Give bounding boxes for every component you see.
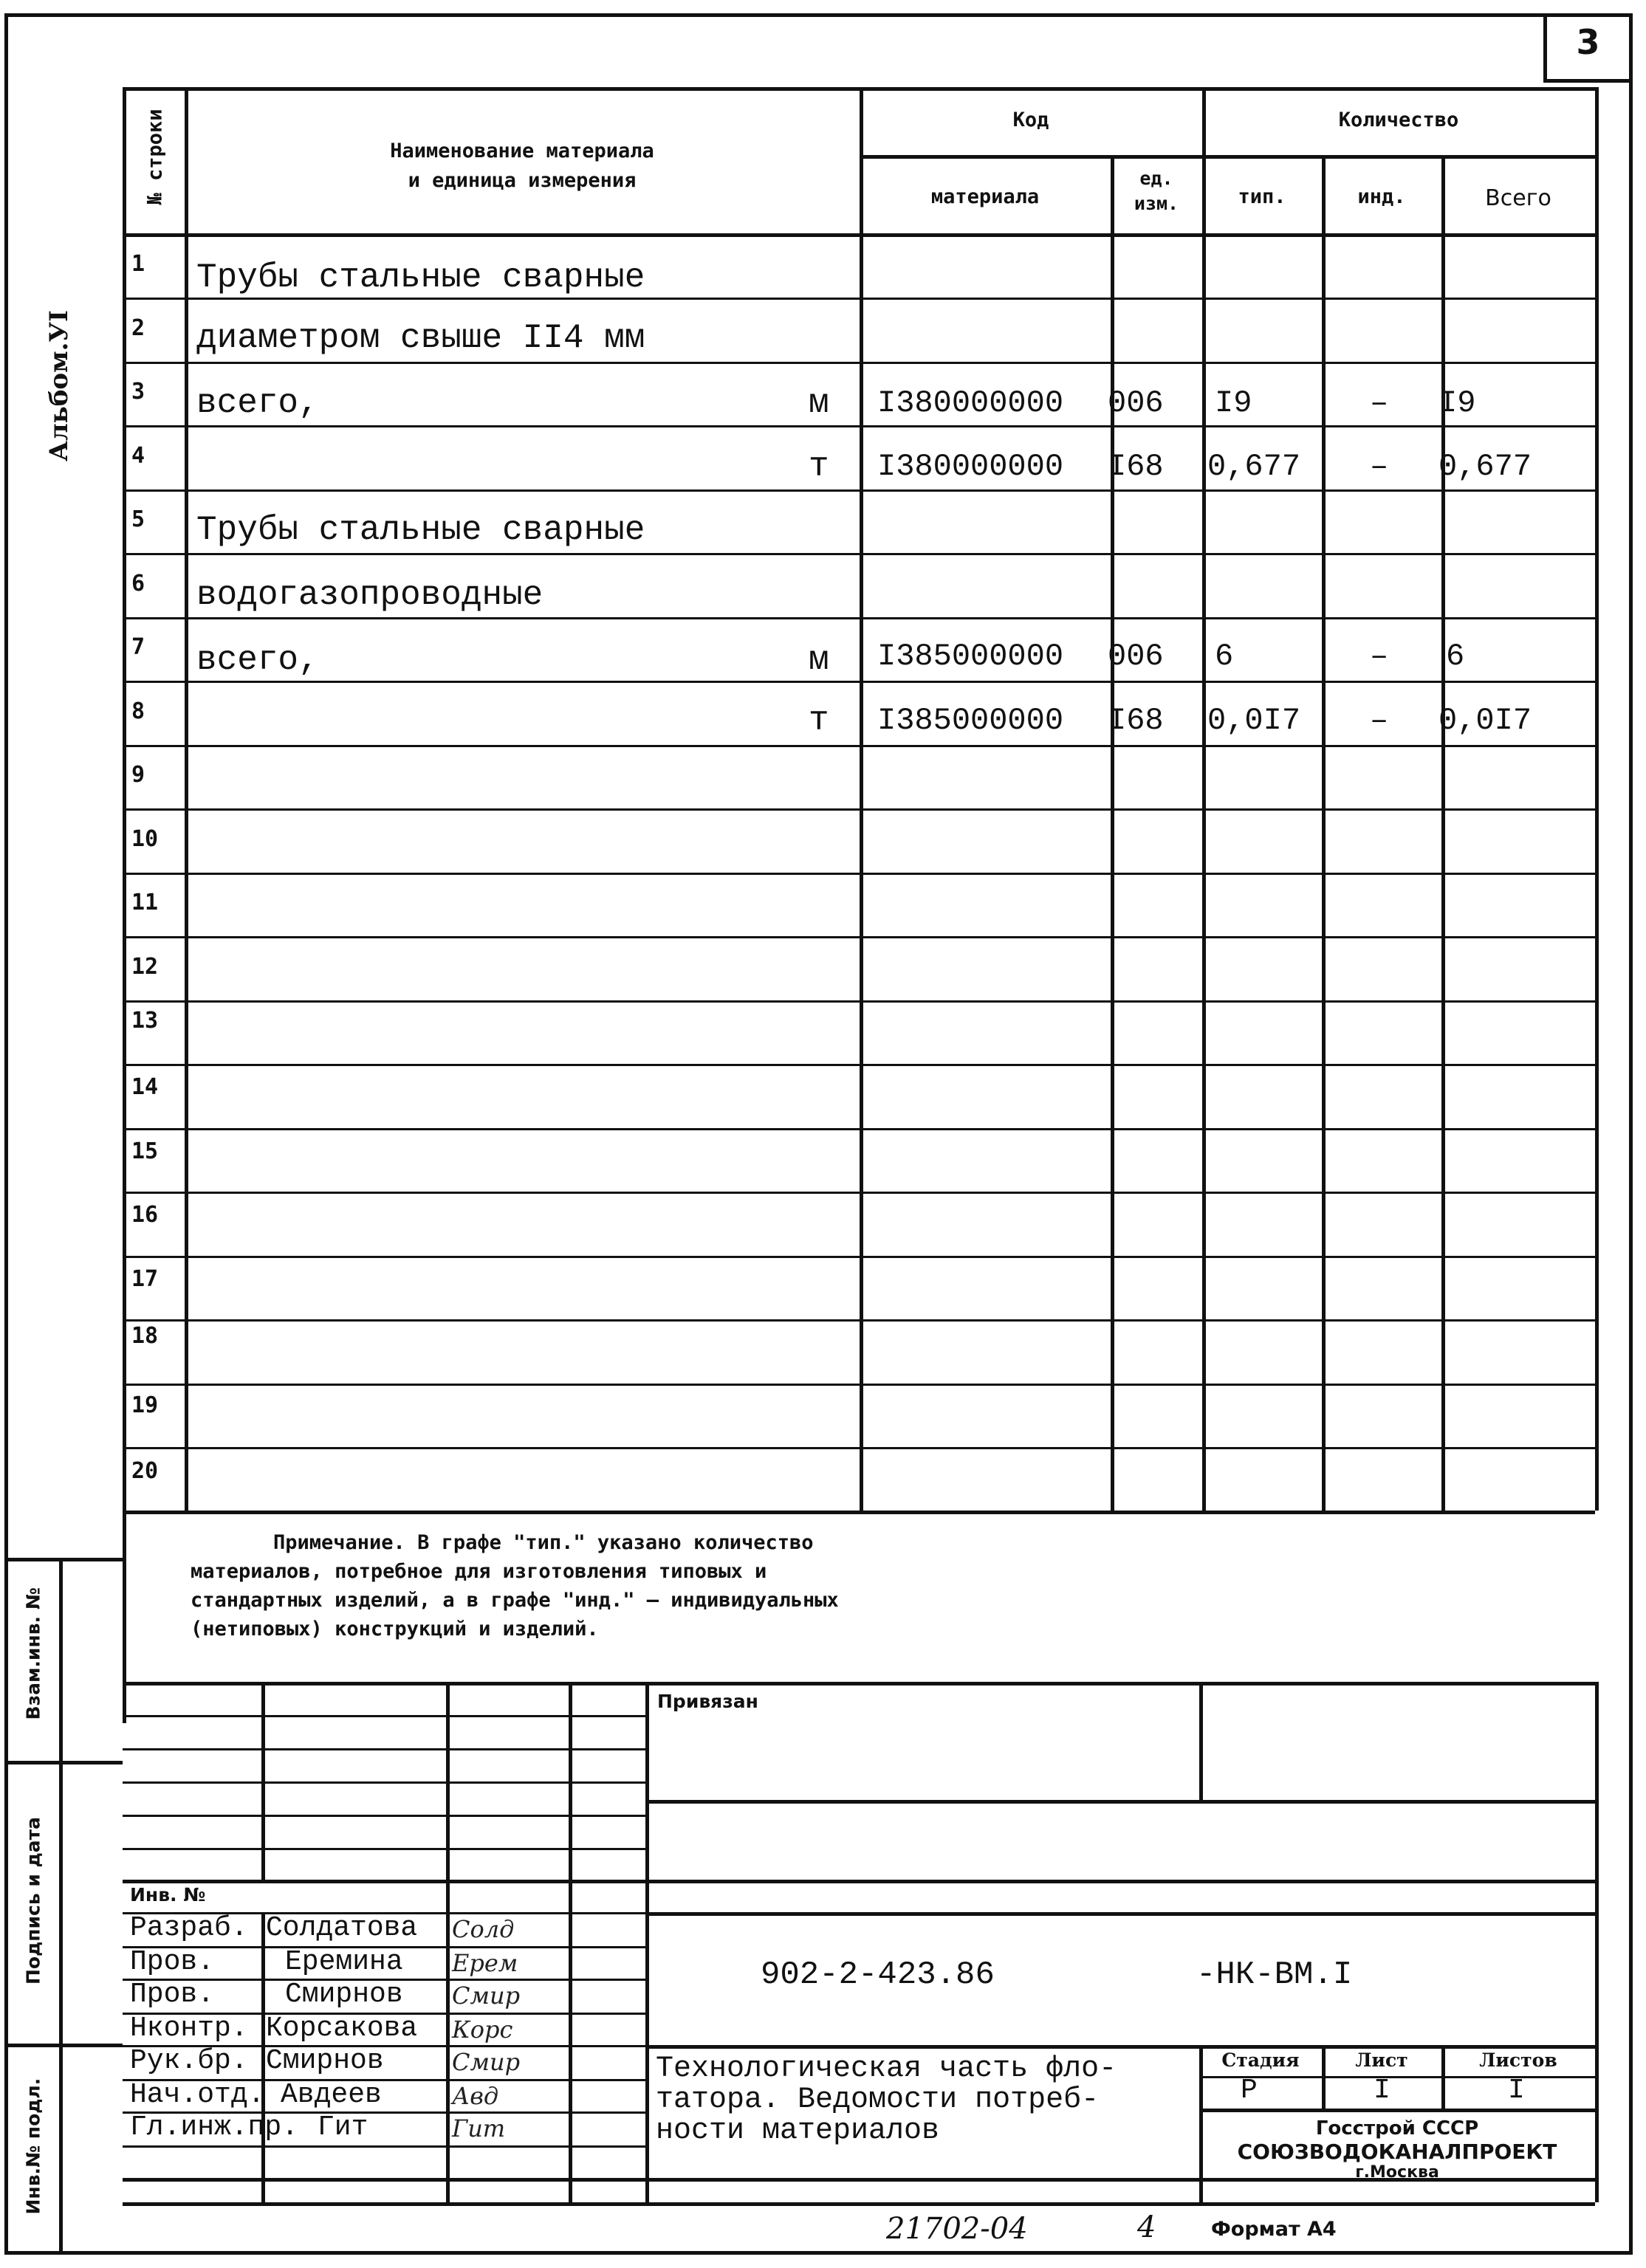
- row-name: всего,: [196, 384, 319, 422]
- signature: Смир: [452, 2048, 521, 2076]
- person-name: Гит: [318, 2111, 368, 2143]
- row-number: 2: [131, 315, 145, 341]
- inv-no-label: Инв. №: [130, 1884, 206, 1906]
- privyazan-label: Привязан: [657, 1691, 758, 1712]
- stage-value: Р: [1241, 2075, 1258, 2106]
- row-unit: м: [809, 641, 829, 679]
- note-line: материалов, потребное для изготовления типовых и: [191, 1560, 767, 1583]
- doc-title-line: ности материалов: [656, 2114, 940, 2148]
- header-code: Код: [1012, 109, 1049, 131]
- row-code: I380000000: [877, 449, 1064, 484]
- header-qty-typ: тип.: [1238, 185, 1286, 208]
- designation-right: -НК-ВМ.I: [1196, 1956, 1353, 1993]
- sheets-label: Листов: [1479, 2049, 1557, 2071]
- note-line: Примечание. В графе "тип." указано количество: [273, 1531, 814, 1554]
- header-quantity: Количество: [1338, 109, 1459, 131]
- footer-number: 21702-04: [886, 2212, 1028, 2246]
- doc-title-line: Технологическая часть фло-: [656, 2052, 1117, 2086]
- row-number: 13: [131, 1008, 159, 1034]
- signature: Корс: [452, 2016, 513, 2044]
- row-qty-total: 0,0I7: [1438, 703, 1532, 738]
- row-number: 20: [131, 1458, 159, 1484]
- row-qty-ind: –: [1370, 703, 1389, 738]
- person-name: Еремина: [285, 1946, 403, 1978]
- person-name: Смирнов: [285, 1979, 403, 2010]
- role: Пров.: [130, 1946, 215, 1978]
- row-code: I380000000: [877, 385, 1064, 421]
- org-line-1: Госстрой СССР: [1315, 2117, 1479, 2140]
- row-number: 8: [131, 698, 145, 724]
- header-qty-ind: инд.: [1357, 185, 1406, 208]
- side-label-vzam: Взам.инв. №: [22, 1587, 44, 1720]
- row-name: Трубы стальные сварные: [196, 258, 645, 297]
- org-line-2: СОЮЗВОДОКАНАЛПРОЕКТ: [1237, 2140, 1557, 2164]
- row-qty-total: 6: [1446, 639, 1465, 674]
- role: Гл.инж.пр.: [130, 2111, 299, 2143]
- page-number: 3: [1576, 22, 1600, 62]
- row-name: всего,: [196, 641, 319, 679]
- header-code-material: материала: [930, 185, 1040, 208]
- row-unit: м: [809, 384, 829, 422]
- row-number: 10: [131, 826, 159, 852]
- person-name: Смирнов: [266, 2045, 384, 2077]
- row-name: диаметром свыше II4 мм: [196, 319, 645, 357]
- header-row-number: № строки: [143, 109, 167, 205]
- row-unit: т: [809, 701, 829, 740]
- row-name: водогазопроводные: [196, 576, 543, 614]
- stage-label: Стадия: [1221, 2049, 1300, 2071]
- header-code-unit-line2: изм.: [1134, 193, 1179, 214]
- signature: Авд: [452, 2082, 499, 2110]
- row-number: 5: [131, 506, 145, 532]
- row-number: 12: [131, 954, 159, 980]
- row-number: 18: [131, 1323, 159, 1349]
- row-number: 19: [131, 1392, 159, 1418]
- row-number: 3: [131, 379, 145, 405]
- role: Рук.бр.: [130, 2045, 248, 2077]
- row-qty-ind: –: [1370, 385, 1389, 421]
- row-unit-code: I68: [1108, 703, 1164, 738]
- header-name-line2: и единица измерения: [408, 169, 637, 192]
- signature: Гит: [452, 2114, 506, 2142]
- row-qty-typ: 6: [1215, 639, 1234, 674]
- row-name: Трубы стальные сварные: [196, 511, 645, 549]
- signature: Смир: [452, 1982, 521, 2010]
- row-code: I385000000: [877, 639, 1064, 674]
- row-qty-ind: –: [1370, 639, 1389, 674]
- row-number: 7: [131, 634, 145, 660]
- sheets-value: I: [1508, 2075, 1525, 2106]
- note-line: стандартных изделий, а в графе "инд." – индивидуальных: [191, 1589, 839, 1612]
- role: Разраб.: [130, 1912, 248, 1944]
- row-unit: т: [809, 447, 829, 486]
- footer-format: Формат А4: [1211, 2218, 1337, 2241]
- org-line-3: г.Москва: [1355, 2163, 1439, 2182]
- sheet-value: I: [1374, 2075, 1390, 2106]
- row-number: 4: [131, 443, 145, 469]
- row-unit-code: I68: [1108, 449, 1164, 484]
- person-name: Солдатова: [266, 1912, 418, 1944]
- row-number: 11: [131, 890, 159, 915]
- role: Нконтр.: [130, 2013, 248, 2044]
- row-number: 14: [131, 1074, 159, 1100]
- row-number: 17: [131, 1266, 159, 1292]
- header-name-line1: Наименование материала: [390, 140, 654, 162]
- designation-left: 902-2-423.86: [761, 1956, 995, 1993]
- side-label-inv-podl: Инв.№ подл.: [22, 2078, 44, 2215]
- row-number: 9: [131, 762, 145, 788]
- row-qty-typ: 0,677: [1207, 449, 1301, 484]
- signature: Солд: [452, 1915, 515, 1943]
- row-qty-total: I9: [1438, 385, 1476, 421]
- person-name: Авдеев: [281, 2079, 382, 2111]
- row-number: 6: [131, 571, 145, 597]
- doc-title-line: татора. Ведомости потреб-: [656, 2083, 1100, 2117]
- row-code: I385000000: [877, 703, 1064, 738]
- album-label: Альбом.УI: [44, 310, 74, 461]
- row-number: 15: [131, 1138, 159, 1164]
- person-name: Корсакова: [266, 2013, 418, 2044]
- side-label-podpis: Подпись и дата: [22, 1816, 44, 1985]
- row-unit-code: 006: [1108, 639, 1164, 674]
- footer-page: 4: [1137, 2210, 1156, 2244]
- note-line: (нетиповых) конструкций и изделий.: [191, 1618, 599, 1640]
- row-qty-total: 0,677: [1438, 449, 1532, 484]
- header-qty-total: Всего: [1485, 185, 1551, 211]
- row-number: 1: [131, 251, 145, 277]
- sheet-label: Лист: [1355, 2049, 1408, 2071]
- role: Пров.: [130, 1979, 215, 2010]
- header-code-unit-line1: ед.: [1139, 168, 1173, 189]
- row-number: 16: [131, 1202, 159, 1228]
- signature: Ерем: [452, 1949, 518, 1977]
- role: Нач.отд.: [130, 2079, 265, 2111]
- row-qty-typ: I9: [1215, 385, 1252, 421]
- row-qty-ind: –: [1370, 449, 1389, 484]
- row-unit-code: 006: [1108, 385, 1164, 421]
- row-qty-typ: 0,0I7: [1207, 703, 1301, 738]
